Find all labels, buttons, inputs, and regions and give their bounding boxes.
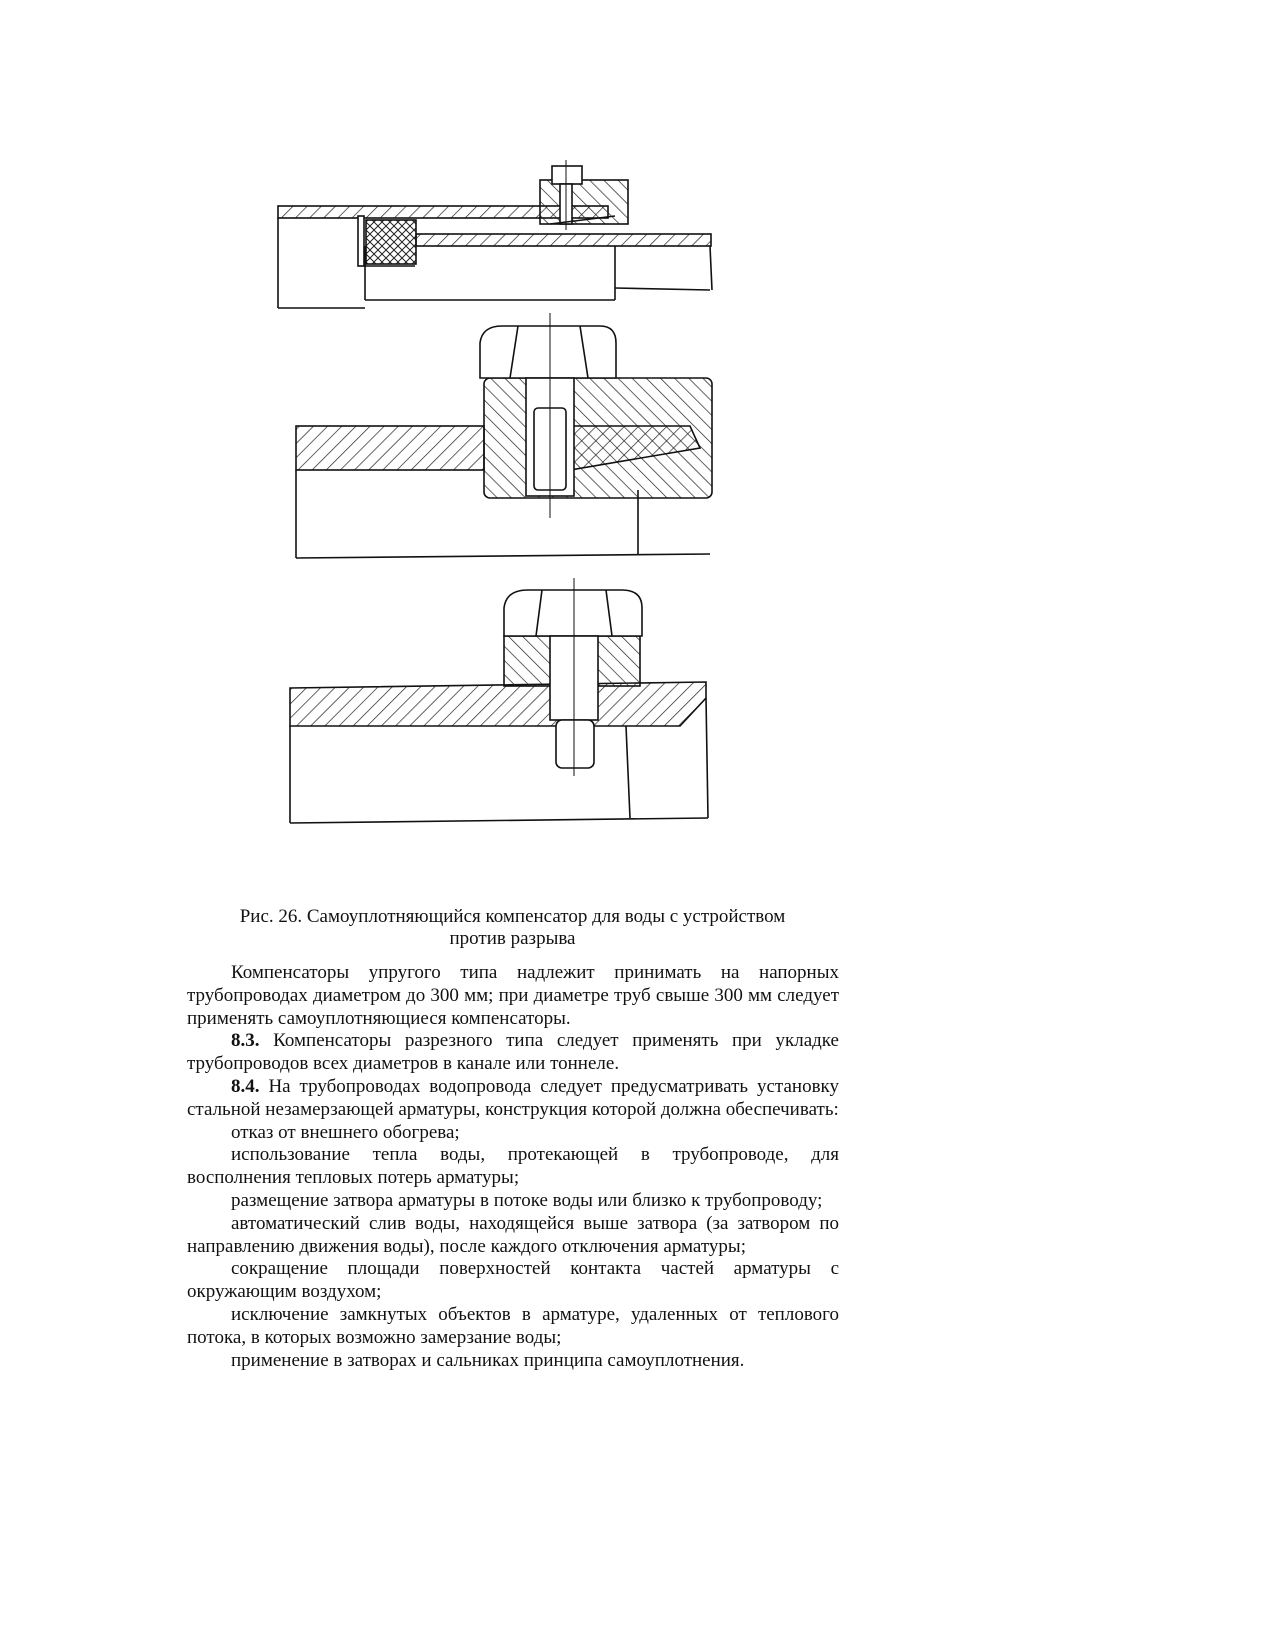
paragraph-text: Компенсаторы разрезного типа следует применять при укладке трубопроводов всех диаметров в канале или тоннеле. xyxy=(187,1030,839,1075)
paragraph xyxy=(187,1076,839,1122)
list-item xyxy=(187,1190,839,1213)
bolt-detail-1 xyxy=(296,313,712,558)
section-number: 8.3. xyxy=(231,1030,260,1052)
list-item xyxy=(187,1122,839,1145)
body-text xyxy=(187,962,839,1372)
list-item xyxy=(187,1258,839,1304)
caption-line-1: Рис. 26. Самоуплотняющийся компенсатор для воды с устройством xyxy=(239,906,786,927)
paragraph-text: отказ от внешнего обогрева; xyxy=(231,1121,460,1143)
paragraph xyxy=(187,962,839,1030)
list-item xyxy=(187,1304,839,1350)
paragraph-text: исключение замкнутых объектов в арматуре, удаленных от теплового потока, в которых возможно замерзание воды; xyxy=(187,1303,839,1348)
paragraph-text: автоматический слив воды, находящейся выше затвора (за затвором по направлению движения воды), после каждого отключения арматуры; xyxy=(187,1212,839,1257)
paragraph-text: размещение затвора арматуры в потоке воды или близко к трубопроводу; xyxy=(231,1189,823,1211)
section-number: 8.4. xyxy=(231,1075,260,1097)
paragraph-text: Компенсаторы упругого типа надлежит принимать на напорных трубопроводах диаметром до 300 мм; при диаметре труб свыше 300 мм следует применять самоуплотняющиеся компенсаторы. xyxy=(187,962,839,1029)
overview-section xyxy=(278,160,712,308)
caption-line-2: против разрыва xyxy=(449,928,576,949)
list-item xyxy=(187,1213,839,1259)
paragraph-text: применение в затворах и сальниках принципа самоуплотнения. xyxy=(231,1349,745,1371)
bolt-detail-2 xyxy=(290,578,708,823)
list-item xyxy=(187,1144,839,1190)
paragraph-text: На трубопроводах водопровода следует предусматривать установку стальной незамерзающей арматуры, конструкция которой должна обеспечивать: xyxy=(187,1075,839,1120)
paragraph-text: сокращение площади поверхностей контакта частей арматуры с окружающим воздухом; xyxy=(187,1258,839,1303)
paragraph-text: использование тепла воды, протекающей в трубопроводе, для восполнения тепловых потерь арматуры; xyxy=(187,1144,839,1189)
compensator-drawing xyxy=(270,158,750,878)
paragraph xyxy=(187,1030,839,1076)
list-item xyxy=(187,1350,839,1373)
figure-caption xyxy=(200,906,825,950)
